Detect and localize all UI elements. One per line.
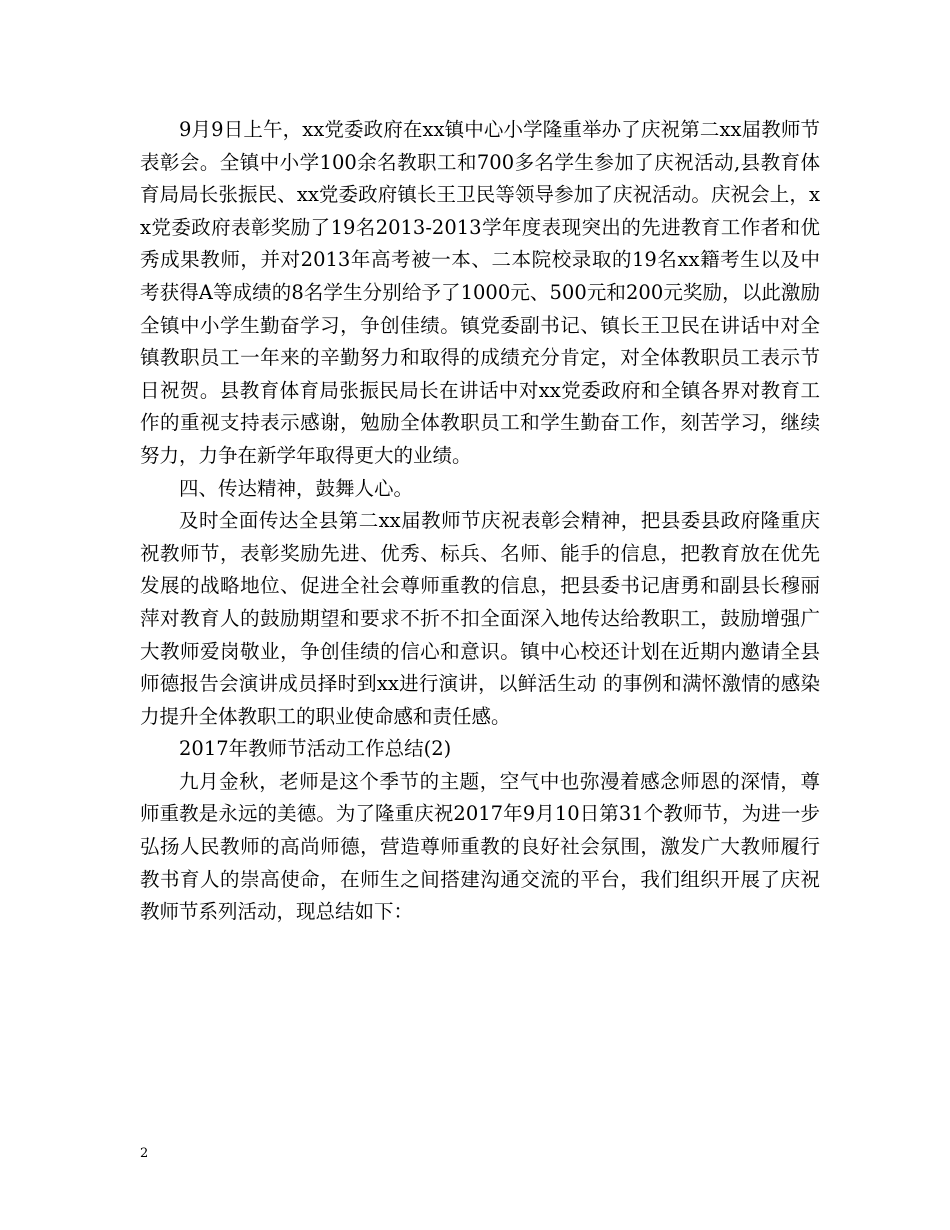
paragraph-ceremony-report: 9月9日上午，xx党委政府在xx镇中心小学隆重举办了庆祝第二xx届教师节表彰会。全镇中小学100余名教职工和700多名学生参加了庆祝活动,县教育体育局局长张振民、xx党委政府镇长王卫民等领导参加了庆祝活动。庆祝会上，xx党委政府表彰奖励了19名2013-2013学年度表现突出的先进教育工作者和优秀成果教师，并对2013年高考被一本、二本院校录取的19名xx籍考生以及中考获得A等成绩的8名学生分别给予了1000元、500元和200元奖励，以此激励全镇中小学生勤奋学习，争创佳绩。镇党委副书记、镇长王卫民在讲话中对全镇教职员工一年来的辛勤努力和取得的成绩充分肯定，对全体教职员工表示节日祝贺。县教育体育局张振民局长在讲话中对xx党委政府和全镇各界对教育工作的重视支持表示感谢，勉励全体教职员工和学生勤奋工作，刻苦学习，继续努力，力争在新学年取得更大的业绩。 bbox=[140, 118, 820, 467]
section-heading-spread-spirit: 四、传达精神，鼓舞人心。 bbox=[179, 476, 414, 500]
section-title-summary-2: 2017年教师节活动工作总结(2) bbox=[179, 737, 452, 761]
paragraph-summary-intro: 九月金秋，老师是这个季节的主题，空气中也弥漫着感念师恩的深情，尊师重教是永远的美德。为了隆重庆祝2017年9月10日第31个教师节，为进一步弘扬人民教师的高尚师德，营造尊师重教的良好社会氛围，激发广大教师履行教书育人的崇高使命，在师生之间搭建沟通交流的平台，我们组织开展了庆祝教师节系列活动，现总结如下： bbox=[140, 769, 820, 924]
body-text bbox=[140, 114, 820, 929]
page-number: 2 bbox=[140, 1146, 149, 1161]
paragraph-spread-spirit: 及时全面传达全县第二xx届教师节庆祝表彰会精神，把县委县政府隆重庆祝教师节，表彰奖励先进、优秀、标兵、名师、能手的信息，把教育放在优先发展的战略地位、促进全社会尊师重教的信息，把县委书记唐勇和副县长穆丽萍对教育人的鼓励期望和要求不折不扣全面深入地传达给教职工，鼓励增强广大教师爱岗敬业，争创佳绩的信心和意识。镇中心校还计划在近期内邀请全县师德报告会演讲成员择时到xx进行演讲，以鲜活生动 的事例和满怀激情的感染力提升全体教职工的职业使命感和责任感。 bbox=[140, 509, 820, 728]
